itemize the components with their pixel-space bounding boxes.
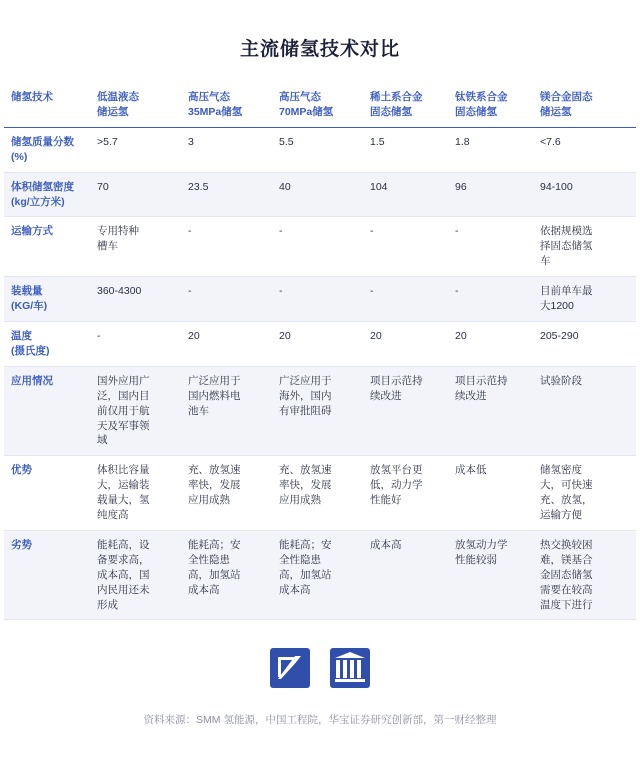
table-cell: - [448, 277, 533, 322]
table-cell: 成本高 [363, 530, 448, 620]
column-header-line: 低温液态 [97, 91, 139, 103]
page-title: 主流储氢技术对比 [239, 39, 400, 60]
table-cell: 96 [448, 172, 533, 217]
table-cell: - [363, 217, 448, 277]
row-label-line: 温度 [11, 329, 32, 342]
row-label-line: (%) [11, 150, 28, 163]
column-header-line: 固态储氢 [455, 105, 497, 118]
column-header-line: 储运氢 [540, 105, 572, 118]
table-cell: - [448, 217, 533, 277]
row-label-line: 储氢质量分数 [11, 135, 74, 148]
column-header-line: 35MPa储氢 [188, 105, 243, 118]
row-label [4, 172, 90, 217]
row-label [4, 217, 90, 277]
column-header-line: 固态储氢 [370, 105, 412, 118]
table-cell: 放氢平台更 低，动力学 性能好 [363, 456, 448, 531]
table-cell: 国外应用广 泛，国内目 前仅用于航 天及军事领 域 [90, 366, 181, 456]
column-header-70mpa [272, 83, 363, 127]
table-row [4, 127, 636, 172]
table-row [4, 366, 636, 456]
table-cell: 储氢密度 大，可快速 充、放氢， 运输方便 [533, 456, 636, 531]
row-label-line: (KG/车) [11, 300, 48, 313]
table-cell: 试验阶段 [533, 366, 636, 456]
column-header-line: 储运氢 [97, 105, 129, 118]
row-label-line: (kg/立方米) [11, 195, 65, 208]
table-cell: <7.6 [533, 127, 636, 172]
table-cell: 项目示范持 续改进 [448, 366, 533, 456]
table-row [4, 456, 636, 531]
row-label-line: 装载量 [11, 285, 43, 298]
table-cell: 1.8 [448, 127, 533, 172]
row-label [4, 321, 90, 366]
column-header-line: 储氢技术 [11, 91, 53, 103]
table-cell: 360-4300 [90, 277, 181, 322]
column-header-titanium-iron-alloy [448, 83, 533, 127]
table-row [4, 530, 636, 620]
table-cell: 40 [272, 172, 363, 217]
row-label-line: 应用情况 [11, 374, 53, 387]
row-label [4, 456, 90, 531]
table-cell: 放氢动力学 性能较弱 [448, 530, 533, 620]
partner-logo-icon [328, 646, 372, 690]
table-cell: 专用特种 槽车 [90, 217, 181, 277]
source-note: 资料来源：SMM 氢能源，中国工程院，华宝证券研究创新部，第一财经整理 [143, 714, 497, 727]
table-cell: 3 [181, 127, 272, 172]
table-cell: 能耗高；安 全性隐患 高，加氢站 成本高 [181, 530, 272, 620]
table-cell: 20 [272, 321, 363, 366]
table-row [4, 277, 636, 322]
table-body [4, 127, 636, 620]
table-cell: 能耗高，设 备要求高， 成本高，国 内民用还未 形成 [90, 530, 181, 620]
table-cell: 体积比容量 大，运输装 载量大，氢 纯度高 [90, 456, 181, 531]
table-cell: - [181, 217, 272, 277]
column-header-line: 70MPa储氢 [279, 105, 334, 118]
table-cell: - [272, 217, 363, 277]
table-cell: 目前单车最 大1200 [533, 277, 636, 322]
table-cell: 充、放氢速 率快，发展 应用成熟 [181, 456, 272, 531]
row-label-line: (摄氏度) [11, 344, 50, 357]
table-cell: 20 [448, 321, 533, 366]
table-cell: 热交换较困 难，镁基合 金固态储氢 需要在较高 温度下进行 [533, 530, 636, 620]
table-cell: 23.5 [181, 172, 272, 217]
table-cell: 94-100 [533, 172, 636, 217]
table-cell: - [272, 277, 363, 322]
column-header-line: 高压气态 [279, 91, 321, 103]
table-cell: >5.7 [90, 127, 181, 172]
table-header [4, 83, 636, 127]
column-header-line: 镁合金固态 [540, 91, 593, 103]
table-cell: 广泛应用于 国内燃料电 池车 [181, 366, 272, 456]
table-header-row [4, 83, 636, 127]
column-header-35mpa [181, 83, 272, 127]
table-cell: 成本低 [448, 456, 533, 531]
table-cell: 广泛应用于 海外，国内 有审批阻碍 [272, 366, 363, 456]
row-label [4, 127, 90, 172]
table-cell: 104 [363, 172, 448, 217]
row-label-line: 优势 [11, 464, 32, 477]
row-label-line: 体积储氢密度 [11, 180, 74, 193]
column-header-line: 稀土系合金 [370, 91, 423, 103]
table-cell: 依据规模选 择固态储氢 车 [533, 217, 636, 277]
row-label-line: 劣势 [11, 538, 32, 551]
row-label [4, 366, 90, 456]
table-row [4, 217, 636, 277]
column-header-rare-earth-alloy [363, 83, 448, 127]
row-label [4, 277, 90, 322]
table-cell: 充、放氢速 率快，发展 应用成熟 [272, 456, 363, 531]
table-cell: - [363, 277, 448, 322]
table-cell: 能耗高；安 全性隐患 高，加氢站 成本高 [272, 530, 363, 620]
table-cell: 20 [181, 321, 272, 366]
row-label [4, 530, 90, 620]
table-cell: 项目示范持 续改进 [363, 366, 448, 456]
hydrogen-storage-comparison-table [4, 83, 636, 620]
column-header-technology [4, 83, 90, 127]
table-cell: - [181, 277, 272, 322]
footer-logos [0, 646, 640, 690]
column-header-cryogenic-liquid [90, 83, 181, 127]
table-cell: 1.5 [363, 127, 448, 172]
column-header-line: 钛铁系合金 [455, 91, 508, 103]
table-cell: 20 [363, 321, 448, 366]
table-cell: 5.5 [272, 127, 363, 172]
row-label-line: 运输方式 [11, 225, 53, 238]
table-row [4, 321, 636, 366]
column-header-magnesium-alloy [533, 83, 636, 127]
table-cell: 205-290 [533, 321, 636, 366]
yicai-logo-icon [268, 646, 312, 690]
table-cell: - [90, 321, 181, 366]
column-header-line: 高压气态 [188, 91, 230, 103]
table-row [4, 172, 636, 217]
table-cell: 70 [90, 172, 181, 217]
